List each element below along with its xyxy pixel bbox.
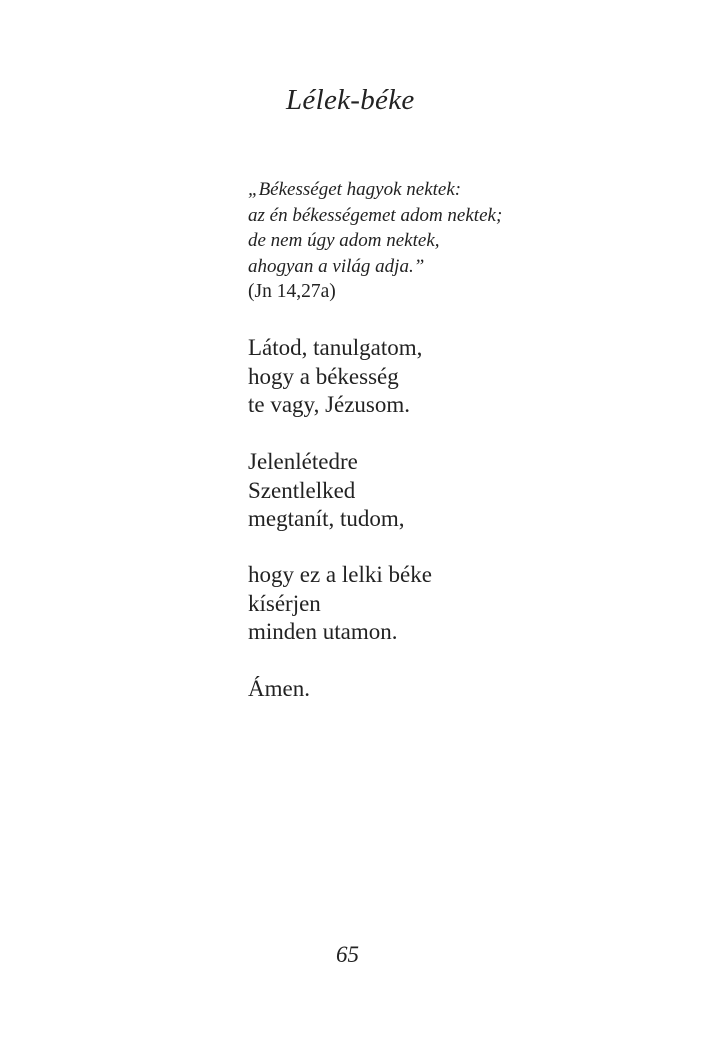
quote-reference: (Jn 14,27a): [248, 281, 336, 302]
poem-line: hogy ez a lelki béke: [248, 562, 432, 587]
stanza-4: [248, 675, 548, 704]
poem-line: Látod, tanulgatom,: [248, 335, 423, 360]
quote-line: az én békességemet adom nektek;: [248, 204, 503, 226]
poem-title: Lélek-béke: [286, 84, 415, 116]
page-number: 65: [336, 942, 359, 967]
poem-line: te vagy, Jézusom.: [248, 392, 411, 417]
quote-line: de nem úgy adom nektek,: [248, 230, 440, 251]
stanza-3: [248, 561, 548, 647]
poem-line: hogy a békesség: [248, 363, 399, 389]
poem-line: megtanít, tudom,: [248, 506, 405, 531]
poem-line: minden utamon.: [248, 619, 398, 644]
poem-line: Jelenlétedre: [248, 449, 358, 474]
stanza-2: [248, 448, 548, 534]
poem-line: kísérjen: [248, 590, 321, 616]
quote-line: „Békességet hagyok nektek:: [248, 179, 462, 200]
poem-line: Ámen.: [248, 676, 310, 701]
quote-line: ahogyan a világ adja.”: [248, 255, 425, 277]
stanza-1: [248, 334, 548, 420]
poem-line: Szentlelked: [248, 477, 356, 503]
bible-quote: [248, 177, 548, 305]
